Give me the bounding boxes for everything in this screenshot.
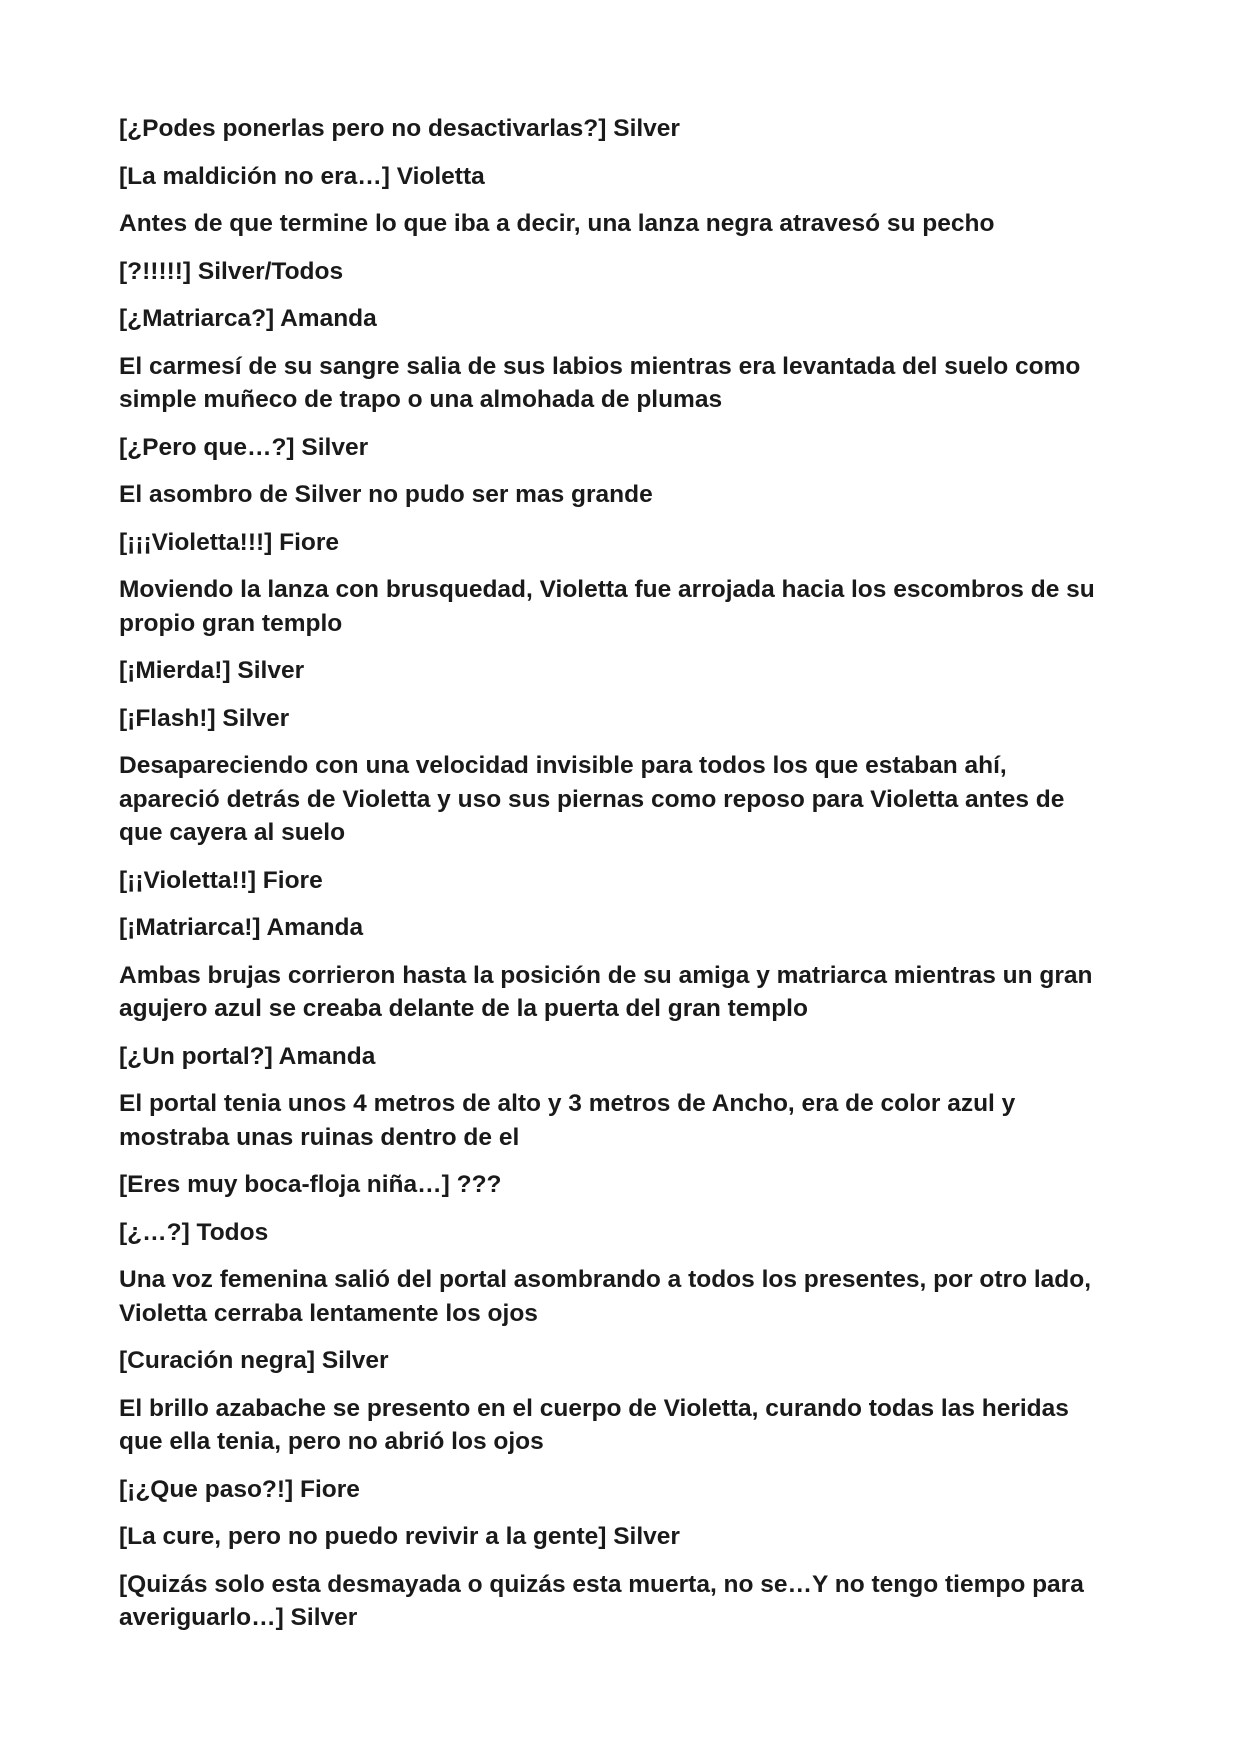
paragraph [119,1216,1129,1250]
text-line: Antes de que termine lo que iba a decir, una lanza negra atravesó su pecho [119,210,995,237]
paragraph [119,350,1129,417]
text-line: que ella tenia, pero no abrió los ojos [119,1428,544,1455]
paragraph [119,160,1129,194]
text-line: apareció detrás de Violetta y uso sus piernas como reposo para Violetta antes de [119,785,1065,813]
paragraph [119,255,1129,289]
text-line: [Curación negra] Silver [119,1347,389,1374]
text-line: El portal tenia unos 4 metros de alto y 3 metros de Ancho, era de color azul y [119,1090,1016,1117]
paragraph [119,911,1129,945]
text-line: Violetta cerraba lentamente los ojos [119,1299,538,1327]
paragraph [119,749,1129,850]
text-line: simple muñeco de trapo o una almohada de plumas [119,386,723,413]
text-line: [¡Flash!] Silver [119,704,290,732]
text-line: El carmesí de su sangre salia de sus labios mientras era levantada del suelo como [119,352,1081,380]
text-line: [¿Pero que…?] Silver [119,433,369,461]
paragraph [119,654,1129,688]
paragraph [119,1392,1129,1459]
text-line: [¡¡¡Violetta!!!] Fiore [119,528,340,556]
paragraph [119,1344,1129,1378]
paragraph [119,526,1129,560]
text-line: agujero azul se creaba delante de la puerta del gran templo [119,995,808,1022]
text-line: que cayera al suelo [119,819,346,846]
text-line: El brillo azabache se presento en el cuerpo de Violetta, curando todas las heridas [119,1394,1069,1422]
text-line: [¡Matriarca!] Amanda [119,914,364,941]
text-line: averiguarlo…] Silver [119,1604,358,1631]
paragraph [119,1087,1129,1154]
paragraph [119,702,1129,736]
paragraph [119,302,1129,336]
paragraph [119,1520,1129,1554]
text-line: [?!!!!!] Silver/Todos [119,257,344,285]
paragraph [119,959,1129,1026]
text-line: [¿Un portal?] Amanda [119,1042,376,1070]
text-line: [¡Mierda!] Silver [119,657,305,684]
paragraph [119,112,1129,146]
text-line: propio gran templo [119,609,343,637]
paragraph [119,207,1129,241]
text-line: [La maldición no era…] Violetta [119,162,485,190]
text-line: [Eres muy boca-floja niña…] ??? [119,1171,502,1198]
text-line: [¡¿Que paso?!] Fiore [119,1475,360,1503]
text-line: El asombro de Silver no pudo ser mas grande [119,481,653,508]
paragraph [119,1168,1129,1202]
text-line: [¿Matriarca?] Amanda [119,305,377,332]
text-line: Desapareciendo con una velocidad invisible para todos los que estaban ahí, [119,752,1007,779]
paragraph [119,573,1129,640]
document-body [119,112,1129,1649]
paragraph [119,1263,1129,1330]
text-line: Moviendo la lanza con brusquedad, Violetta fue arrojada hacia los escombros de su [119,576,1095,603]
paragraph [119,1473,1129,1507]
paragraph [119,1040,1129,1074]
text-line: Ambas brujas corrieron hasta la posición de su amiga y matriarca mientras un gran [119,961,1093,989]
paragraph [119,478,1129,512]
text-line: [La cure, pero no puedo revivir a la gente] Silver [119,1523,680,1550]
paragraph [119,864,1129,898]
paragraph [119,1568,1129,1635]
text-line: [¿Podes ponerlas pero no desactivarlas?] Silver [119,115,680,142]
text-line: [Quizás solo esta desmayada o quizás esta muerta, no se…Y no tengo tiempo para [119,1570,1084,1598]
text-line: Una voz femenina salió del portal asombrando a todos los presentes, por otro lado, [119,1266,1092,1293]
paragraph [119,431,1129,465]
text-line: [¿…?] Todos [119,1218,269,1246]
text-line: mostraba unas ruinas dentro de el [119,1123,520,1151]
text-line: [¡¡Violetta!!] Fiore [119,866,323,894]
